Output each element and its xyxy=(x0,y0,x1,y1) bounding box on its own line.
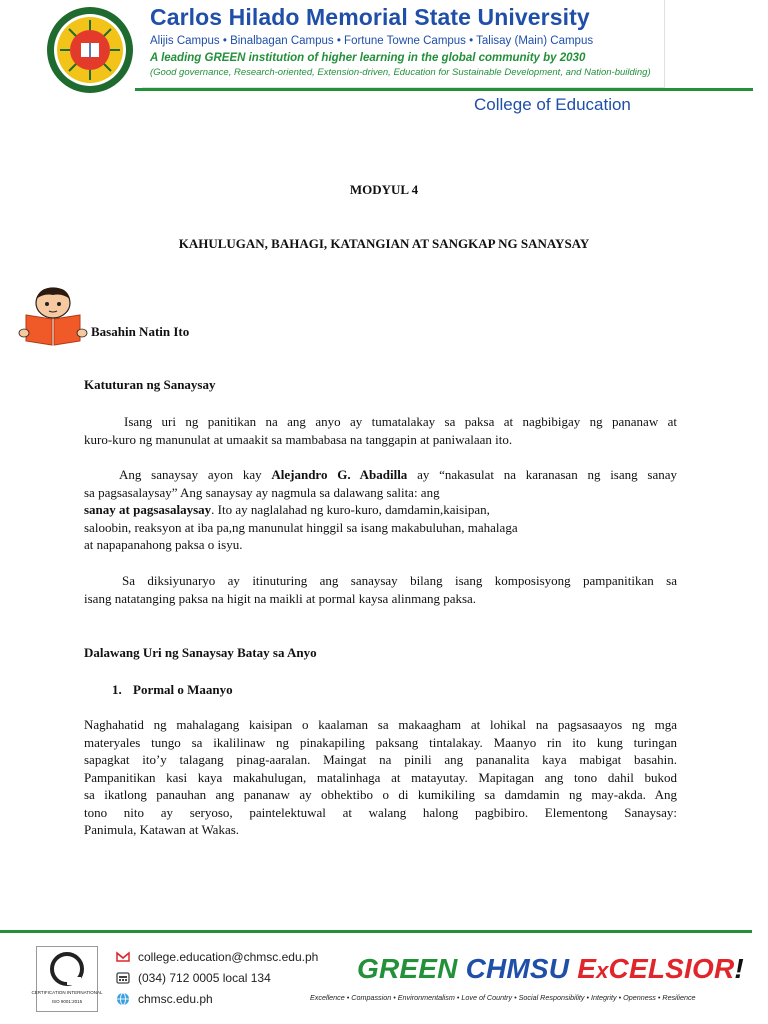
paragraph-line: Naghahatid ng mahalagang kaisipan o kaalaman sa makaagham at lohikal na pagsasaayos ng mga xyxy=(84,717,677,732)
list-item-pormal xyxy=(112,682,233,698)
paragraph-pormal xyxy=(84,716,677,839)
paragraph-line xyxy=(84,466,677,484)
paragraph-dictionary xyxy=(84,572,677,607)
header-divider xyxy=(135,88,753,91)
read-prompt: Basahin Natin Ito xyxy=(91,324,190,339)
mail-icon xyxy=(116,950,130,964)
slogan-celsior: CELSIOR xyxy=(608,953,735,984)
paragraph-abadilla xyxy=(84,466,677,554)
phone-icon xyxy=(116,971,130,985)
paragraph-line: Isang uri ng panitikan na ang anyo ay tumatalakay sa paksa at nagbibigay ng pananaw at xyxy=(124,414,677,429)
paragraph-line: kuro-kuro ng manunulat at umaakit sa mambabasa na tanggapin at paniwalaan ito. xyxy=(84,431,513,447)
paragraph-line: sa pagsasalaysay” Ang sanaysay ay nagmula sa dalawang salita: ang xyxy=(84,484,440,500)
paragraph-line: isang natatanging paksa na higit na maikli at pormal kaysa alinmang paksa. xyxy=(84,590,477,606)
college-name: College of Education xyxy=(474,95,631,114)
globe-icon xyxy=(116,992,130,1006)
module-number: MODYUL 4 xyxy=(349,182,419,197)
text-run: Ang sanaysay ayon kay xyxy=(119,467,272,482)
core-values: Excellence • Compassion • Environmentalism • Love of Country • Social Responsibility • Integrity • Openness • Resilience xyxy=(310,993,696,1002)
slogan-chmsu: CHMSU xyxy=(465,953,578,984)
reading-child-icon xyxy=(18,285,88,347)
section-heading-uri: Dalawang Uri ng Sanaysay Batay sa Anyo xyxy=(84,645,317,660)
slogan-bang: ! xyxy=(734,953,744,984)
vision-subtagline: (Good governance, Research-oriented, Extension-driven, Education for Sustainable Development, and Nation-building) xyxy=(150,67,651,78)
cert-text: CERTIFICATION INTERNATIONAL xyxy=(31,990,103,995)
paragraph-line: materyales tungo sa ikalilinaw ng pinakapiling paksang tintalakay. Maanyo rin ito kung turingan xyxy=(84,734,677,750)
key-term: sanay at pagsasalaysay xyxy=(84,502,212,517)
section-heading-katuturan: Katuturan ng Sanaysay xyxy=(84,377,216,392)
iso-certification-logo xyxy=(31,946,103,1012)
excelsior-slogan xyxy=(357,953,744,985)
university-name: Carlos Hilado Memorial State University xyxy=(150,4,590,30)
list-number: 1. xyxy=(112,682,122,697)
paragraph-line: Panimula, Katawan at Wakas. xyxy=(84,822,240,837)
contact-email[interactable] xyxy=(116,950,318,964)
phone-text: (034) 712 0005 local 134 xyxy=(138,971,271,985)
paragraph-definition xyxy=(84,413,677,448)
cert-iso: ISO 9001:2015 xyxy=(51,999,83,1004)
paragraph-line: saloobin, reaksyon at iba pa,ng manunulat hinggil sa isang makabuluhan, mahalaga xyxy=(84,519,518,535)
paragraph-line: Sa diksiyunaryo ay itinuturing ang sanaysay bilang isang komposisyong pampanitikan sa xyxy=(122,573,677,588)
website-text[interactable]: chmsc.edu.ph xyxy=(138,992,213,1006)
slogan-x: x xyxy=(596,958,609,983)
vision-tagline: A leading GREEN institution of higher learning in the global community by 2030 xyxy=(150,52,586,64)
university-seal-logo xyxy=(46,6,134,94)
paragraph-line: at napapanahong paksa o isyu. xyxy=(84,537,243,552)
contact-phone xyxy=(116,971,271,985)
module-title: KAHULUGAN, BAHAGI, KATANGIAN AT SANGKAP NG SANAYSAY xyxy=(178,236,590,251)
campus-list: Alijis Campus • Binalbagan Campus • Fortune Towne Campus • Talisay (Main) Campus xyxy=(150,35,594,47)
letterhead xyxy=(0,0,768,125)
paragraph-line: Pampanitikan kasi kaya makahulugan, matalinhaga at matayutay. Mapitagan ang tono dahil bukod xyxy=(84,769,677,785)
text-run: . Ito ay naglalahad ng kuro-kuro, damdamin,kaisipan, xyxy=(211,502,490,517)
paragraph-line: sapagkat ito’y talagang pinag-aaralan. Maingat na pinili ang pananalita kaya mabigat basahin. xyxy=(84,752,677,767)
paragraph-line xyxy=(84,501,677,519)
email-text[interactable]: college.education@chmsc.edu.ph xyxy=(138,950,319,964)
list-label: Pormal o Maanyo xyxy=(133,682,233,697)
paragraph-line: tono nito ay seryoso, paintelektuwal at walang halong pagbibiro. Elementong Sanaysay: xyxy=(84,804,677,820)
contact-website[interactable] xyxy=(116,992,213,1006)
author-name: Alejandro G. Abadilla xyxy=(271,467,408,482)
footer-divider xyxy=(0,930,752,933)
text-run: ay “nakasulat na karanasan ng isang sanay xyxy=(407,467,677,482)
slogan-e: E xyxy=(577,953,597,984)
slogan-green: GREEN xyxy=(357,953,466,984)
paragraph-line: sa ikatlong panauhan ang pananaw ay obhektibo o di kumikiling sa damdamin ng may-akda. Ang xyxy=(84,787,677,802)
